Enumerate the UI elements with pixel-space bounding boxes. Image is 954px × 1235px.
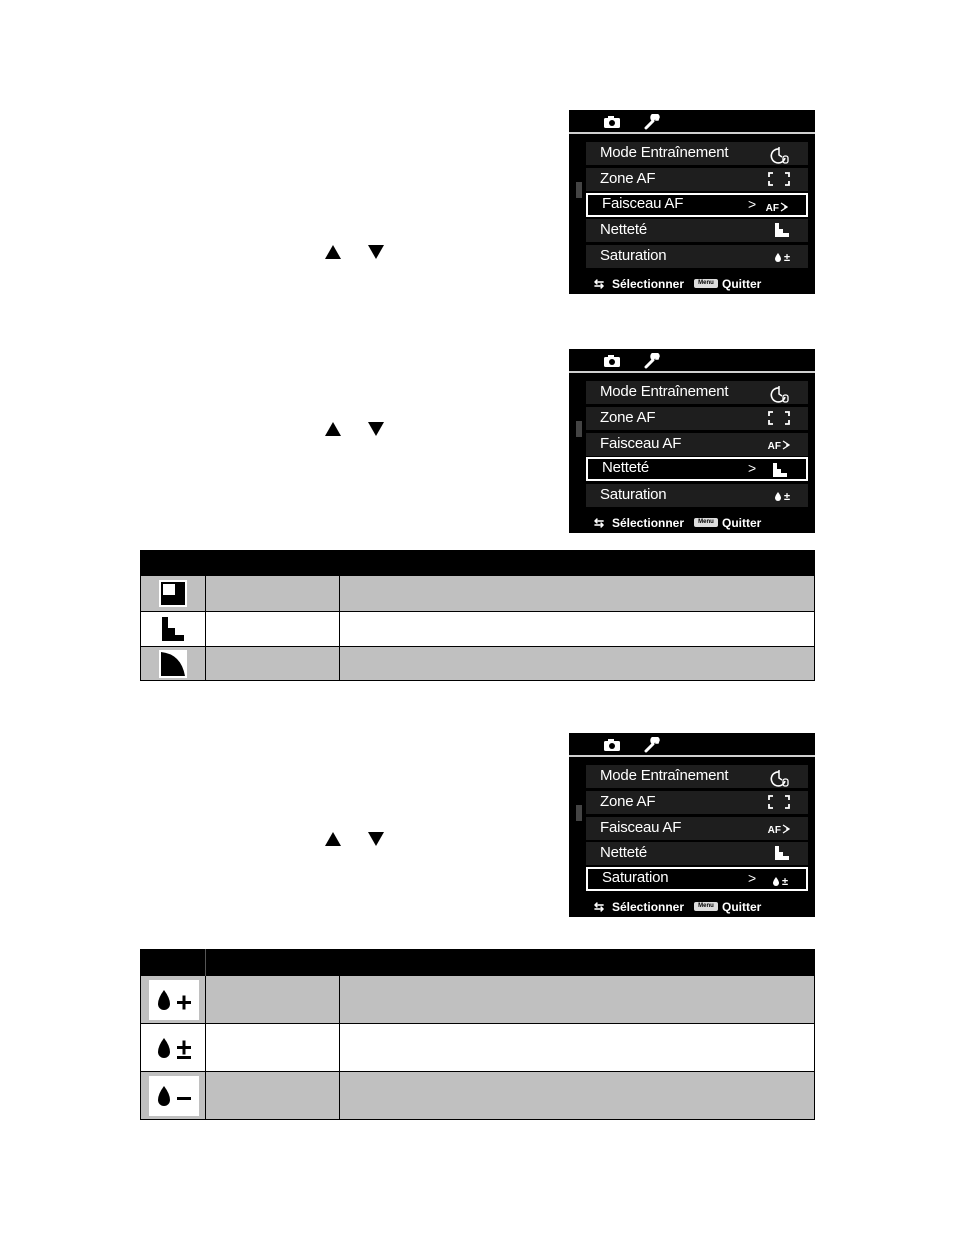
table-cell-description xyxy=(340,612,814,646)
sharpness-high-icon xyxy=(159,580,187,607)
menu-item-label: Mode Entraînement xyxy=(600,767,729,784)
table-row xyxy=(140,1024,815,1072)
scrollbar[interactable] xyxy=(576,805,582,821)
saturation-high-icon xyxy=(149,980,199,1020)
sharpness-normal-icon xyxy=(159,616,187,643)
table-cell-name xyxy=(206,976,340,1023)
menu-item-label: Zone AF xyxy=(600,793,656,810)
dpad-icon: ⇆ xyxy=(594,516,605,530)
table-cell-name xyxy=(206,1024,340,1071)
scrollbar[interactable] xyxy=(576,182,582,198)
menu-item-label: Saturation xyxy=(600,486,667,503)
menu-item-label: Netteté xyxy=(600,844,647,861)
dpad-icon: ⇆ xyxy=(594,900,605,914)
menu-item[interactable] xyxy=(586,219,808,242)
menu-item[interactable] xyxy=(586,433,808,456)
footer-quit-label: Quitter xyxy=(722,277,762,291)
menu-item-label: Mode Entraînement xyxy=(600,383,729,400)
up-arrow-icon xyxy=(325,422,341,436)
chevron-right-icon: > xyxy=(748,870,757,886)
table-cell-name xyxy=(206,647,340,680)
camera-icon[interactable] xyxy=(603,738,621,752)
up-arrow-icon xyxy=(325,832,341,846)
camera-icon[interactable] xyxy=(603,115,621,129)
menu-item[interactable] xyxy=(586,867,808,891)
footer-select-label: Sélectionner xyxy=(612,516,685,530)
camera-menu-screen xyxy=(569,110,815,294)
menu-item-label: Faisceau AF xyxy=(600,435,682,452)
af-zone-bracket-icon xyxy=(768,172,790,186)
menu-item-label: Netteté xyxy=(602,459,649,476)
menu-button-icon: Menu xyxy=(694,279,718,288)
sharpness-low-icon xyxy=(159,650,187,678)
af-lamp-icon: AF xyxy=(768,821,790,835)
menu-footer xyxy=(569,274,815,294)
menu-item-label: Zone AF xyxy=(600,170,656,187)
menu-item[interactable] xyxy=(586,193,808,217)
table-cell-description xyxy=(340,1024,814,1071)
table-cell-name xyxy=(206,612,340,646)
menu-footer xyxy=(569,897,815,917)
menu-item-label: Saturation xyxy=(602,869,669,886)
wrench-icon[interactable] xyxy=(644,114,662,130)
menu-item[interactable] xyxy=(586,484,808,507)
af-lamp-icon: AF xyxy=(768,437,790,451)
menu-item[interactable] xyxy=(586,842,808,865)
menu-item[interactable] xyxy=(586,168,808,191)
menu-item-label: Netteté xyxy=(600,221,647,238)
menu-item-label: Saturation xyxy=(600,247,667,264)
saturation-normal-icon xyxy=(149,1028,199,1068)
saturation-table xyxy=(140,949,815,1120)
af-zone-bracket-icon xyxy=(768,795,790,809)
menu-item[interactable] xyxy=(586,245,808,268)
footer-quit-label: Quitter xyxy=(722,900,762,914)
camera-icon[interactable] xyxy=(603,354,621,368)
menu-item[interactable] xyxy=(586,791,808,814)
table-cell-description xyxy=(340,976,814,1023)
menu-item-label: Faisceau AF xyxy=(602,195,684,212)
table-cell-name xyxy=(206,1072,340,1119)
table-cell-icon xyxy=(141,576,206,611)
camera-menu-screen xyxy=(569,349,815,533)
dpad-icon: ⇆ xyxy=(594,277,605,291)
sharpness-icon xyxy=(774,846,790,860)
table-header xyxy=(140,550,815,576)
menu-button-icon: Menu xyxy=(694,902,718,911)
table-row xyxy=(140,576,815,612)
saturation-normal-icon: ± xyxy=(774,249,790,263)
wrench-icon[interactable] xyxy=(644,353,662,369)
table-row xyxy=(140,612,815,647)
menu-tab-bar xyxy=(569,110,815,134)
table-cell-description xyxy=(340,576,814,611)
menu-item-label: Zone AF xyxy=(600,409,656,426)
down-arrow-icon xyxy=(368,422,384,436)
menu-tab-bar xyxy=(569,733,815,757)
menu-item[interactable] xyxy=(586,765,808,788)
table-cell-icon xyxy=(141,1072,206,1119)
table-row xyxy=(140,976,815,1024)
down-arrow-icon xyxy=(368,832,384,846)
up-arrow-icon xyxy=(325,245,341,259)
self-timer-icon xyxy=(770,385,790,399)
camera-menu-screen xyxy=(569,733,815,917)
menu-button-icon: Menu xyxy=(694,518,718,527)
sharpness-icon xyxy=(774,223,790,237)
menu-footer xyxy=(569,513,815,533)
af-zone-bracket-icon xyxy=(768,411,790,425)
footer-select-label: Sélectionner xyxy=(612,277,685,291)
menu-item[interactable] xyxy=(586,407,808,430)
chevron-right-icon: > xyxy=(748,460,757,476)
saturation-normal-icon: ± xyxy=(772,873,788,887)
table-cell-icon xyxy=(141,647,206,680)
table-cell-name xyxy=(206,576,340,611)
saturation-low-icon xyxy=(149,1076,199,1116)
chevron-right-icon: > xyxy=(748,196,757,212)
sharpness-icon xyxy=(772,463,788,477)
menu-item[interactable] xyxy=(586,457,808,481)
self-timer-icon xyxy=(770,769,790,783)
menu-tab-bar xyxy=(569,349,815,373)
table-cell-description xyxy=(340,647,814,680)
table-cell-description xyxy=(340,1072,814,1119)
down-arrow-icon xyxy=(368,245,384,259)
menu-item[interactable] xyxy=(586,142,808,165)
scrollbar[interactable] xyxy=(576,421,582,437)
menu-item[interactable] xyxy=(586,381,808,404)
table-row xyxy=(140,647,815,681)
table-cell-icon xyxy=(141,612,206,646)
menu-item-label: Mode Entraînement xyxy=(600,144,729,161)
menu-item[interactable] xyxy=(586,817,808,840)
saturation-normal-icon: ± xyxy=(774,488,790,502)
footer-quit-label: Quitter xyxy=(722,516,762,530)
table-header xyxy=(140,949,815,976)
footer-select-label: Sélectionner xyxy=(612,900,685,914)
menu-item-label: Faisceau AF xyxy=(600,819,682,836)
wrench-icon[interactable] xyxy=(644,737,662,753)
self-timer-icon xyxy=(770,146,790,160)
table-cell-icon xyxy=(141,976,206,1023)
table-cell-icon xyxy=(141,1024,206,1071)
table-row xyxy=(140,1072,815,1120)
af-lamp-icon: AF xyxy=(766,199,788,213)
sharpness-table xyxy=(140,550,815,681)
